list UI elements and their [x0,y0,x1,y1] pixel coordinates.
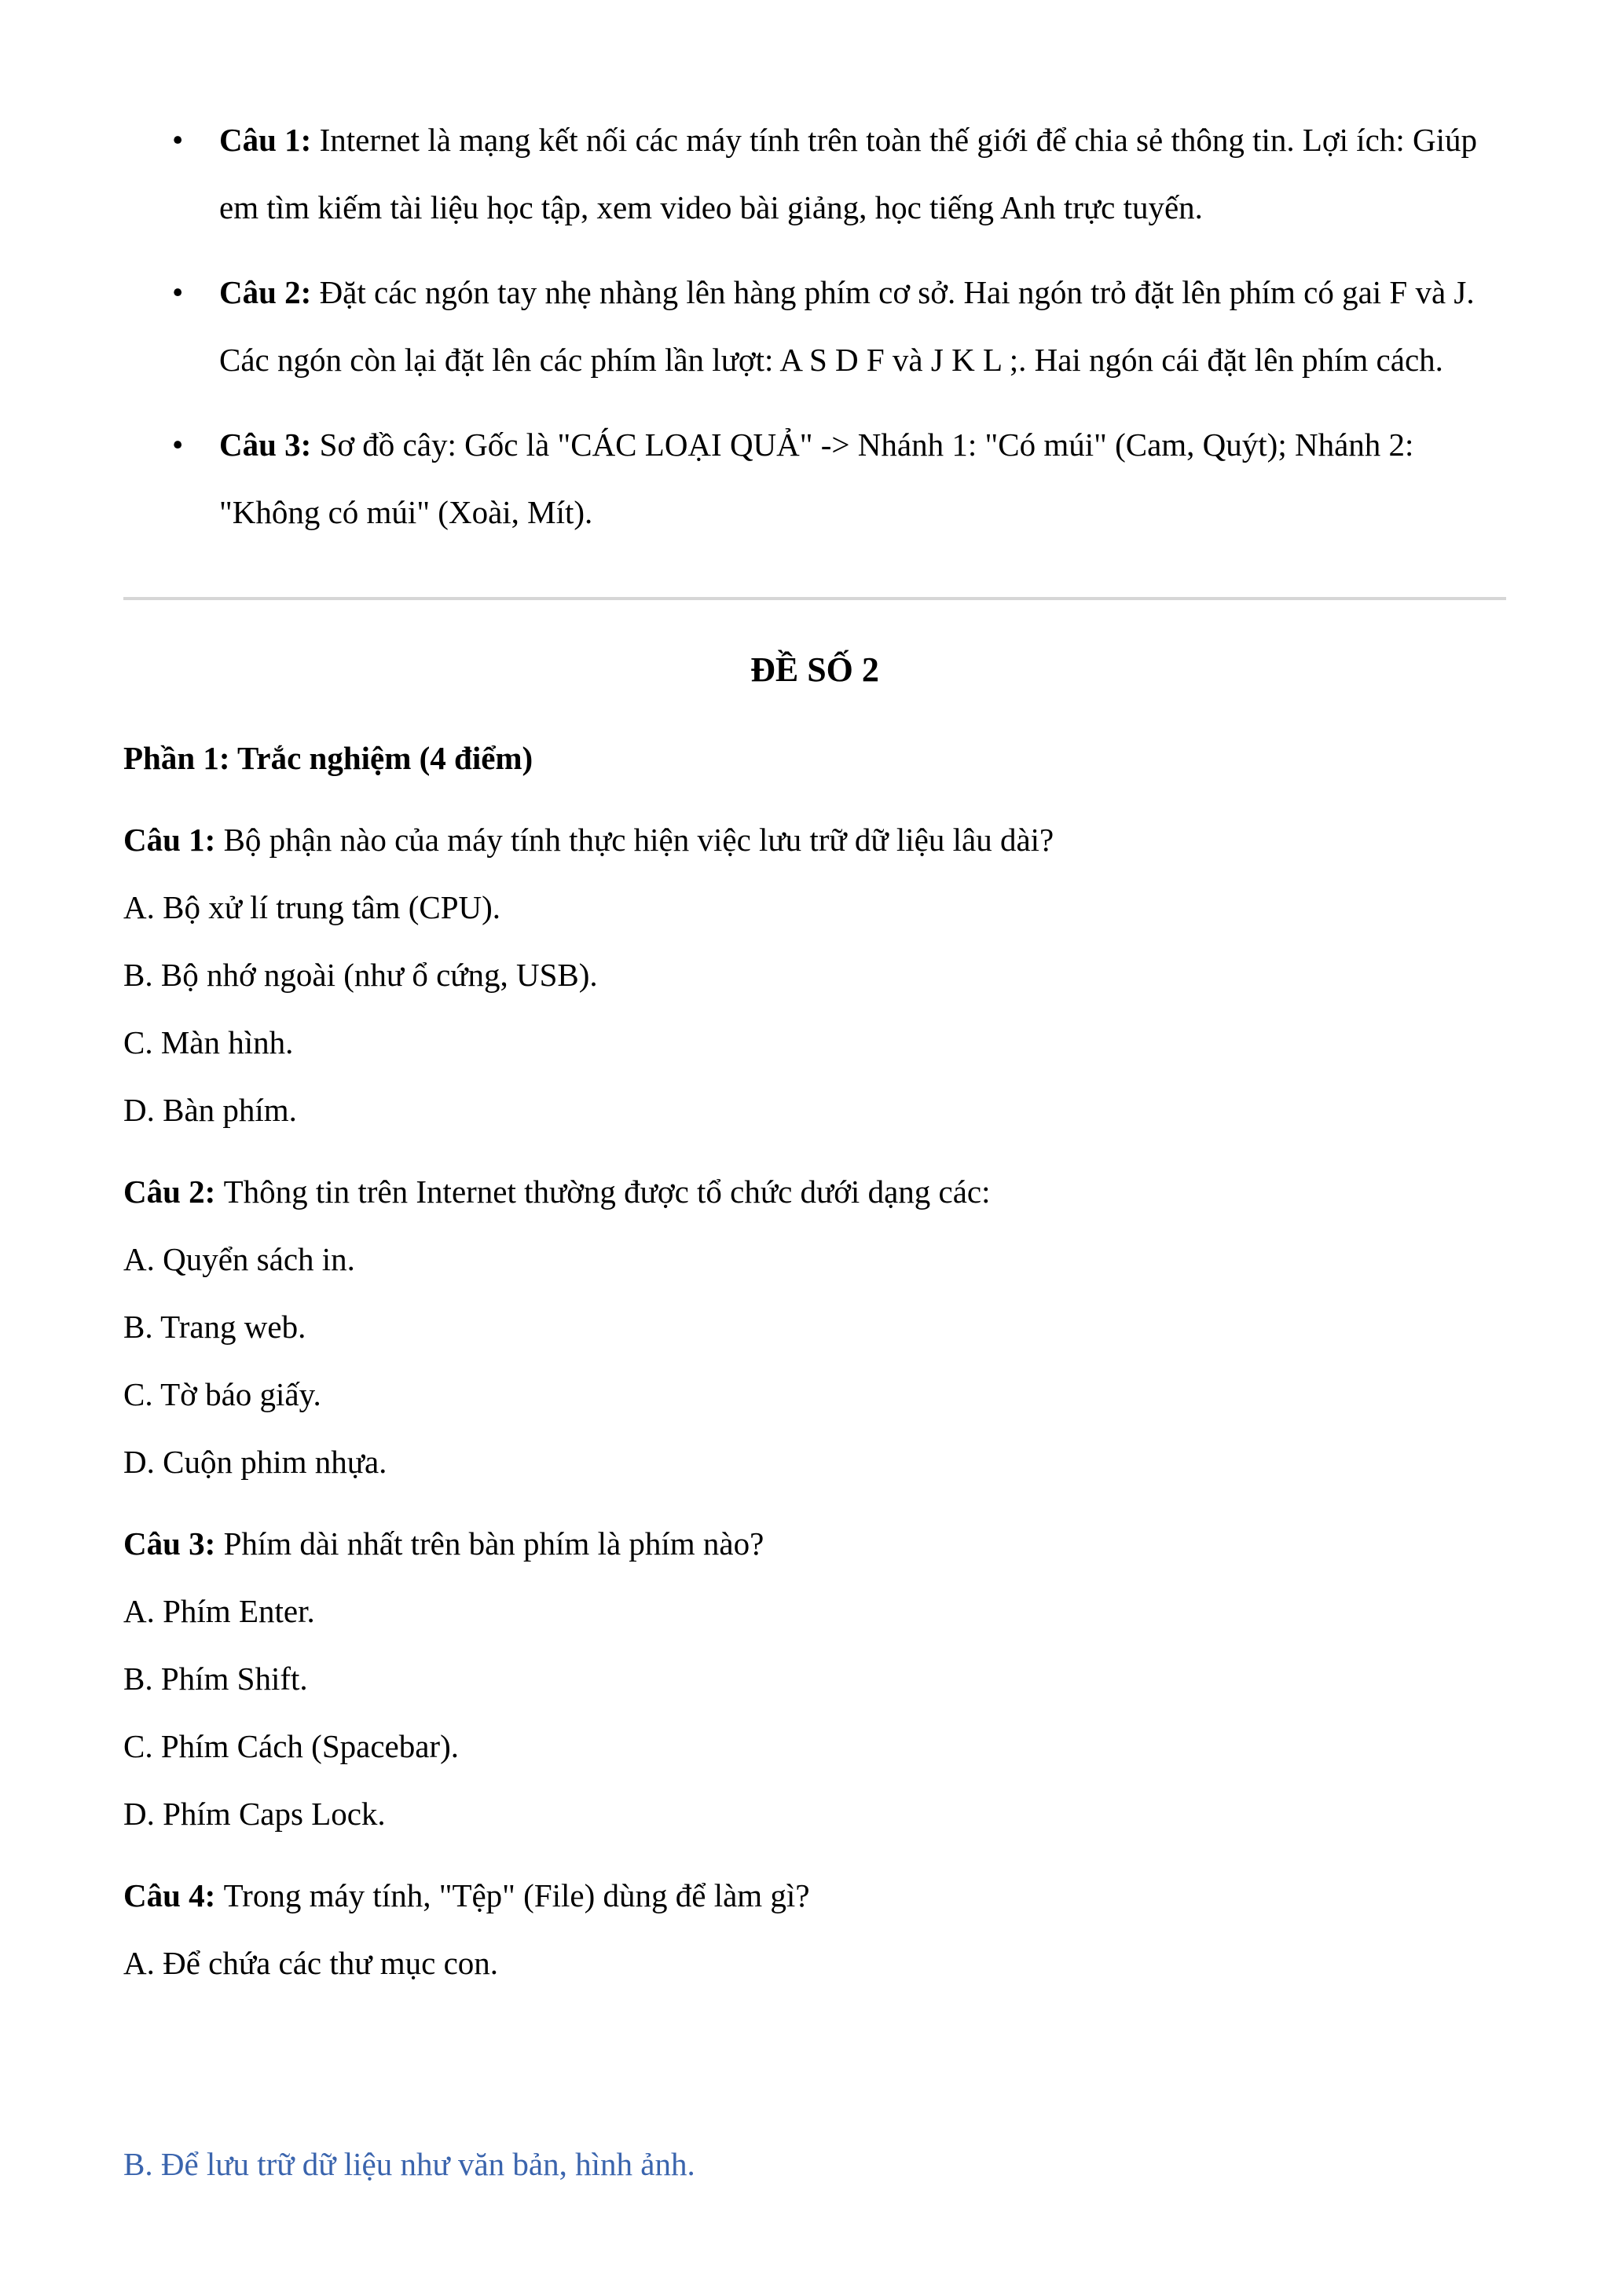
answer-option: A. Bộ xử lí trung tâm (CPU). [123,889,501,925]
question-label: Câu 1: [123,822,224,858]
answer-option: A. Quyển sách in. [123,1241,355,1277]
part-heading: Phần 1: Trắc nghiệm (4 điểm) [123,740,533,776]
answer-key-item: • Câu 1: Internet là mạng kết nối các máy tính trên toàn thế giới để chia sẻ thông tin. Lợi ích: Giúp em tìm kiếm tài liệu học tập, xem video bài giảng, học tiếng Anh trực tuyến. [123,106,1506,241]
question-label: Câu 4: [123,1877,224,1913]
answer-key-label: Câu 1: [219,122,320,158]
question-text: Câu 3: Phím dài nhất trên bàn phím là phím nào? [123,1525,764,1562]
answer-option: B. Trang web. [123,1309,306,1345]
answer-option: D. Phím Caps Lock. [123,1796,386,1832]
answer-option: C. Tờ báo giấy. [123,1376,321,1412]
answer-option: A. Phím Enter. [123,1593,315,1629]
answer-option: C. Phím Cách (Spacebar). [123,1728,459,1764]
answer-key-bullet-list [123,106,1506,546]
section-title: ĐỀ SỐ 2 [750,650,879,689]
question-label: Câu 2: [123,1174,224,1210]
question-text: Câu 2: Thông tin trên Internet thường được tổ chức dưới dạng các: [123,1174,991,1210]
answer-option: B. Bộ nhớ ngoài (như ổ cứng, USB). [123,957,598,993]
answer-key-label: Câu 2: [219,274,320,310]
answer-option: A. Để chứa các thư mục con. [123,1945,499,1981]
questions-container [123,806,1506,1997]
answer-key-label: Câu 3: [219,427,320,463]
answer-option: B. Phím Shift. [123,1661,308,1697]
answer-key-item: • Câu 3: Sơ đồ cây: Gốc là "CÁC LOẠI QUẢ" -> Nhánh 1: "Có múi" (Cam, Quýt); Nhánh 2: "Không có múi" (Xoài, Mít). [123,411,1506,546]
question-text: Câu 4: Trong máy tính, "Tệp" (File) dùng để làm gì? [123,1877,810,1913]
answer-option: C. Màn hình. [123,1024,294,1060]
section-divider [123,597,1506,600]
clipped-bottom-text: B. Để lưu trữ dữ liệu như văn bản, hình ảnh. [123,2146,695,2182]
answer-key-item: • Câu 2: Đặt các ngón tay nhẹ nhàng lên hàng phím cơ sở. Hai ngón trỏ đặt lên phím có gai F và J. Các ngón còn lại đặt lên các phím lần lượt: A S D F và J K L ;. Hai ngón cái đặt lên phím cách. [123,258,1506,394]
question-label: Câu 3: [123,1525,224,1562]
answer-option: D. Cuộn phim nhựa. [123,1444,387,1480]
question-text: Câu 1: Bộ phận nào của máy tính thực hiện việc lưu trữ dữ liệu lâu dài? [123,822,1054,858]
answer-option: D. Bàn phím. [123,1092,297,1128]
